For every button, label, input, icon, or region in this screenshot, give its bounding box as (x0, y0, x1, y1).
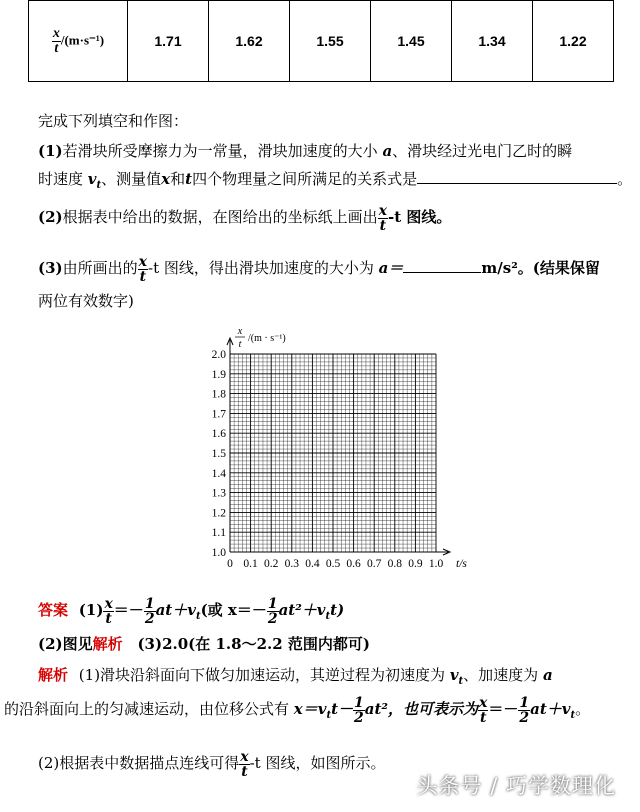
x-over-t-fraction: $\frac{x}{t}$ (138, 253, 148, 285)
x-tick-label: 0.1 (243, 558, 258, 570)
y-tick-label: 1.1 (211, 527, 226, 540)
x-tick-label: 0.4 (305, 558, 320, 570)
table-cell: 1.22 (533, 1, 614, 82)
x-axis-label: t/s (456, 558, 467, 570)
table-cell: 1.71 (128, 1, 209, 82)
table-cell: 1.62 (209, 1, 290, 82)
table-cell: 1.55 (290, 1, 371, 82)
x-tick-label: 0.5 (325, 558, 341, 570)
x-tick-label: 0.8 (387, 558, 402, 570)
analysis-link[interactable]: 解析 (92, 635, 123, 653)
y-tick-label: 1.5 (211, 448, 226, 460)
question-2: (2)根据表中给出的数据，在图给出的坐标纸上画出 $\frac{x}{t}$ -t 图线。 (38, 202, 452, 234)
y-axis-label-denominator: t (238, 339, 242, 350)
data-table (28, 0, 614, 82)
x-tick-label: 0 (227, 558, 233, 570)
analysis-line-1: 解析 (1)滑块沿斜面向下做匀加速运动，其逆过程为初速度为 $v_t$、加速度为 a (38, 666, 553, 687)
one-half-fraction: $\frac{1}{2}$ (144, 595, 155, 627)
one-half-fraction: $\frac{1}{2}$ (267, 595, 278, 627)
answer-blank[interactable] (403, 272, 481, 273)
question-1-line-1: (1)若滑块所受摩擦力为一常量，滑块加速度的大小 a、滑块经过光电门乙时的瞬 (38, 142, 573, 160)
analysis-label: 解析 (38, 666, 69, 684)
x-tick-label: 0.6 (346, 558, 361, 570)
one-half-fraction: $\frac{1}{2}$ (519, 694, 530, 726)
answer-blank[interactable] (417, 183, 617, 184)
coordinate-graph-paper (194, 320, 467, 582)
table-cell: 1.45 (371, 1, 452, 82)
y-tick-label: 1.7 (211, 408, 226, 421)
analysis-line-2: 的沿斜面向上的匀减速运动，由位移公式有 $x=v_tt-$ $\frac{1}{2}$ at²，也可表示为 $\frac{x}{t}$ ＝－ $\frac{1}{2}$ $at+v_t$。 (4, 694, 591, 726)
header-unit: /(m·s⁻¹) (60, 31, 105, 47)
grid-svg (194, 320, 467, 582)
answer-line-1: 答案 (1) $\frac{x}{t}$ ＝－ $\frac{1}{2}$ $at+v_t$(或 x＝－ $\frac{1}{2}$ $at^2+v_tt$) (38, 595, 345, 627)
x-over-t-fraction: $\frac{x}{t}$ (479, 694, 488, 726)
x-tick-label: 0.2 (264, 558, 279, 570)
y-tick-label: 1.3 (211, 487, 226, 500)
y-tick-label: 1.9 (211, 368, 226, 381)
x-over-t-fraction: $\frac{x}{t}$ (104, 595, 113, 627)
y-tick-label: 1.0 (211, 547, 226, 559)
one-half-fraction: $\frac{1}{2}$ (354, 694, 364, 726)
answer-label: 答案 (38, 601, 69, 619)
table-header-cell (29, 1, 128, 82)
x-tick-label: 0.9 (408, 558, 423, 570)
y-tick-label: 2.0 (211, 349, 226, 361)
intro-text: 完成下列填空和作图： (38, 112, 189, 130)
y-axis-label-unit: /(m · s⁻¹) (248, 333, 286, 344)
x-tick-label: 1.0 (428, 558, 444, 570)
y-tick-label: 1.8 (211, 388, 226, 401)
table-cell: 1.34 (452, 1, 533, 82)
question-3-line-1: (3)由所画出的 $\frac{x}{t}$ -t 图线，得出滑块加速度的大小为 a＝ m/s²。(结果保留 (38, 253, 600, 285)
table-row (29, 1, 614, 82)
x-over-t-fraction: $\frac{x}{t}$ (378, 202, 388, 234)
question-3-line-2: 两位有效数字) (38, 292, 134, 310)
x-over-t-fraction: $\frac{x}{t}$ (240, 748, 249, 780)
x-over-t-fraction: $\frac{x}{t}$ (52, 25, 60, 56)
answer-line-2: (2)图见解析 (3)2.0(在 1.8～2.2 范围内都可) (38, 635, 370, 653)
y-tick-label: 1.2 (211, 507, 226, 520)
x-tick-label: 0.7 (367, 558, 382, 570)
analysis-line-3: (2)根据表中数据描点连线可得 $\frac{x}{t}$ -t 图线，如图所示。 (38, 748, 386, 780)
y-tick-label: 1.6 (211, 428, 226, 441)
y-tick-label: 1.4 (211, 467, 226, 480)
x-tick-label: 0.3 (284, 558, 299, 570)
watermark: 头条号 / 巧学数理化 (416, 774, 616, 798)
question-1-line-2: 时速度 $v_t$、测量值x和t四个物理量之间所满足的关系式是 。 (38, 170, 633, 191)
y-axis-label-numerator: x (237, 326, 243, 337)
